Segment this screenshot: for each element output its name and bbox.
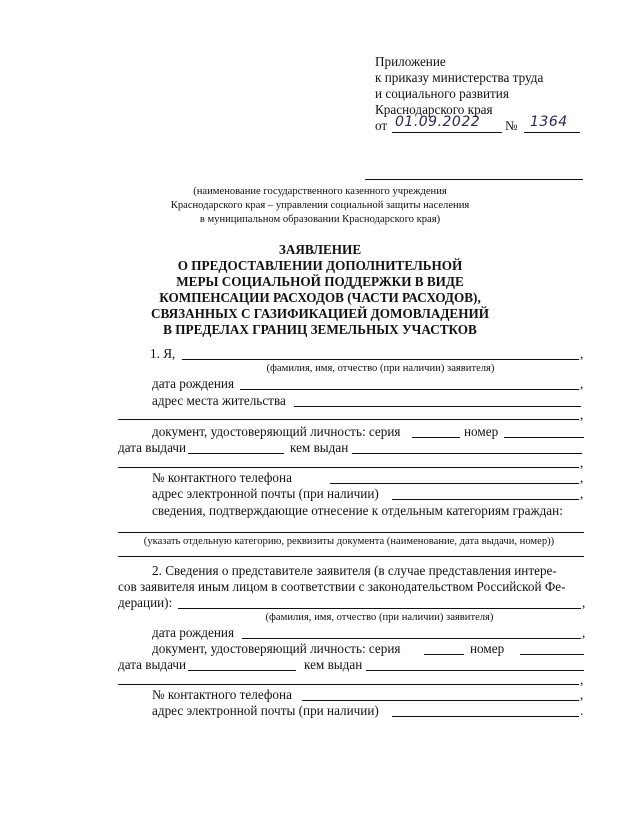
institution-line — [365, 179, 583, 180]
s1-category-caption: (указать отдельную категорию, реквизиты документа (наименование, дата выдачи, номер)) — [143, 536, 555, 547]
s1-fio-comma: , — [580, 346, 584, 361]
s2-email-label: адрес электронной почты (при наличии) — [152, 703, 379, 718]
title-line-3: МЕРЫ СОЦИАЛЬНОЙ ПОДДЕРЖКИ В ВИДЕ — [176, 274, 464, 289]
s2-phone-label: № контактного телефона — [152, 687, 292, 702]
s1-phone-comma: , — [580, 470, 584, 485]
appendix-number-handwritten: 1364 — [530, 114, 568, 130]
s1-issue-date-field[interactable] — [188, 453, 284, 454]
title-line-5: СВЯЗАННЫХ С ГАЗИФИКАЦИЕЙ ДОМОВЛАДЕНИЙ — [151, 306, 489, 321]
s2-email-period: . — [580, 703, 584, 718]
appendix-date-handwritten: 01.09.2022 — [395, 114, 481, 130]
s1-birth-comma: , — [580, 376, 584, 391]
institution-caption-3: в муниципальном образовании Краснодарского края) — [199, 214, 441, 225]
s2-birth-comma: , — [582, 625, 586, 640]
s2-doc-number-field[interactable] — [520, 654, 584, 655]
s1-doc-label: документ, удостоверяющий личность: серия — [152, 424, 401, 439]
s1-issued-by-label: кем выдан — [290, 440, 349, 455]
appendix-number-line — [524, 132, 580, 133]
title-line-6: В ПРЕДЕЛАХ ГРАНИЦ ЗЕМЕЛЬНЫХ УЧАСТКОВ — [163, 322, 477, 337]
s2-doc-series-field[interactable] — [424, 654, 464, 655]
s2-issued-by-label: кем выдан — [304, 657, 363, 672]
s1-issued-by-field[interactable] — [352, 453, 582, 454]
institution-caption-1: (наименование государственного казенного учреждения — [193, 186, 447, 197]
s1-doc-number-field[interactable] — [504, 437, 584, 438]
appendix-line-2: к приказу министерства труда — [375, 70, 544, 85]
appendix-line-3: и социального развития — [375, 86, 509, 101]
title-line-2: О ПРЕДОСТАВЛЕНИИ ДОПОЛНИТЕЛЬНОЙ — [177, 258, 463, 273]
s1-doc-series-field[interactable] — [412, 437, 460, 438]
s1-doc-number-label: номер — [464, 424, 499, 439]
appendix-from-label: от — [375, 118, 388, 133]
s2-issued-by-field-2[interactable] — [118, 684, 579, 685]
s1-issue-date-label: дата выдачи — [118, 440, 187, 455]
s1-issued-by-comma: , — [580, 455, 584, 470]
s1-address-field[interactable] — [294, 406, 581, 407]
s1-phone-label: № контактного телефона — [152, 470, 292, 485]
s2-heading-2: сов заявителя иным лицом в соответствии с законодательством Российской Фе- — [118, 579, 566, 594]
s2-doc-label: документ, удостоверяющий личность: серия — [152, 641, 401, 656]
s1-i-label: 1. Я, — [150, 346, 176, 361]
s2-issued-by-field[interactable] — [366, 670, 584, 671]
s1-birth-label: дата рождения — [152, 376, 235, 391]
s2-issued-by-comma: , — [580, 672, 584, 687]
s2-email-field[interactable] — [392, 716, 579, 717]
s1-address-comma: , — [580, 407, 584, 422]
appendix-number-label: № — [505, 118, 518, 133]
s1-email-label: адрес электронной почты (при наличии) — [152, 486, 379, 501]
s1-address-label: адрес места жительства — [152, 393, 286, 408]
title-line-1: ЗАЯВЛЕНИЕ — [278, 242, 362, 257]
s2-heading-1: 2. Сведения о представителе заявителя (в случае представления интере- — [152, 563, 557, 578]
s2-phone-comma: , — [580, 687, 584, 702]
title-line-4: КОМПЕНСАЦИИ РАСХОДОВ (ЧАСТИ РАСХОДОВ), — [159, 290, 481, 305]
s2-fio-comma: , — [582, 595, 586, 610]
s1-email-comma: , — [580, 486, 584, 501]
s1-fio-caption: (фамилия, имя, отчество (при наличии) заявителя) — [266, 363, 495, 374]
appendix-line-1: Приложение — [375, 54, 446, 69]
s2-fio-caption: (фамилия, имя, отчество (при наличии) заявителя) — [265, 612, 494, 623]
section-separator — [118, 556, 584, 557]
s2-issue-date-label: дата выдачи — [118, 657, 187, 672]
s1-birth-field[interactable] — [240, 389, 579, 390]
s1-fio-field[interactable] — [182, 359, 579, 360]
s1-category-field[interactable] — [118, 532, 584, 533]
s2-birth-field[interactable] — [242, 638, 581, 639]
s2-heading-3: дерации): — [118, 595, 173, 610]
s2-doc-number-label: номер — [470, 641, 505, 656]
institution-caption-2: Краснодарского края – управления социальной защиты населения — [170, 200, 470, 211]
s2-issue-date-field[interactable] — [188, 670, 296, 671]
s1-address-field-2[interactable] — [118, 419, 579, 420]
s1-category-label: сведения, подтверждающие отнесение к отдельным категориям граждан: — [152, 503, 563, 518]
appendix-line-4: Краснодарского края — [375, 102, 493, 117]
s1-issued-by-field-2[interactable] — [118, 467, 579, 468]
s1-email-field[interactable] — [392, 499, 579, 500]
s1-phone-field[interactable] — [330, 483, 579, 484]
s2-birth-label: дата рождения — [152, 625, 235, 640]
s2-fio-field[interactable] — [178, 608, 581, 609]
s2-phone-field[interactable] — [302, 700, 579, 701]
appendix-date-line — [392, 132, 502, 133]
